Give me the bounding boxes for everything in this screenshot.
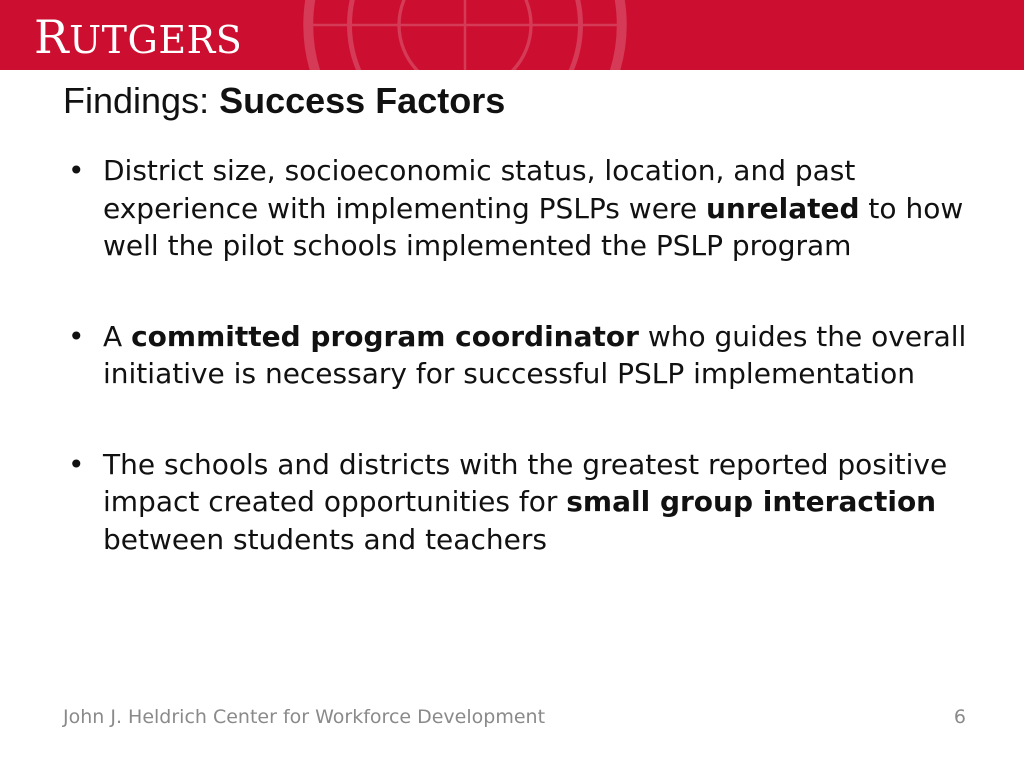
bullet-dot-icon: •	[68, 154, 85, 187]
rutgers-logo[interactable]	[34, 10, 243, 64]
logo-initial: R	[34, 10, 70, 64]
bullet-text: between students and teachers	[103, 522, 547, 556]
bullet-item	[60, 152, 980, 265]
slide-title	[63, 80, 505, 122]
bullet-text: The schools and districts with the greatest reported positive impact created opportunities for	[103, 447, 948, 518]
header-banner	[0, 0, 1024, 70]
bullet-text: who guides the overall initiative is necessary for successful PSLP implementation	[103, 319, 967, 390]
bullet-emphasis: small group interaction	[566, 485, 937, 518]
bullet-text: A	[103, 319, 132, 353]
title-emphasis: Success Factors	[219, 80, 506, 121]
bullet-dot-icon: •	[68, 447, 85, 481]
bullet-emphasis: committed program coordinator	[131, 319, 639, 353]
title-prefix: Findings:	[63, 80, 220, 121]
bullet-item	[60, 318, 980, 393]
bullet-emphasis: unrelated	[705, 191, 860, 225]
bullet-list	[60, 152, 980, 558]
bullet-text: to how well the pilot schools implemented the PSLP program	[103, 191, 964, 262]
university-seal-icon	[300, 0, 630, 70]
page-number: 6	[953, 706, 966, 728]
bullet-text: District size, socioeconomic status, location, and past experience with implementing PSLPs were	[103, 154, 856, 225]
footer-organization: John J. Heldrich Center for Workforce Development	[63, 706, 546, 728]
logo-rest: UTGERS	[69, 18, 243, 62]
bullet-dot-icon: •	[68, 319, 85, 353]
bullet-item	[60, 446, 980, 559]
